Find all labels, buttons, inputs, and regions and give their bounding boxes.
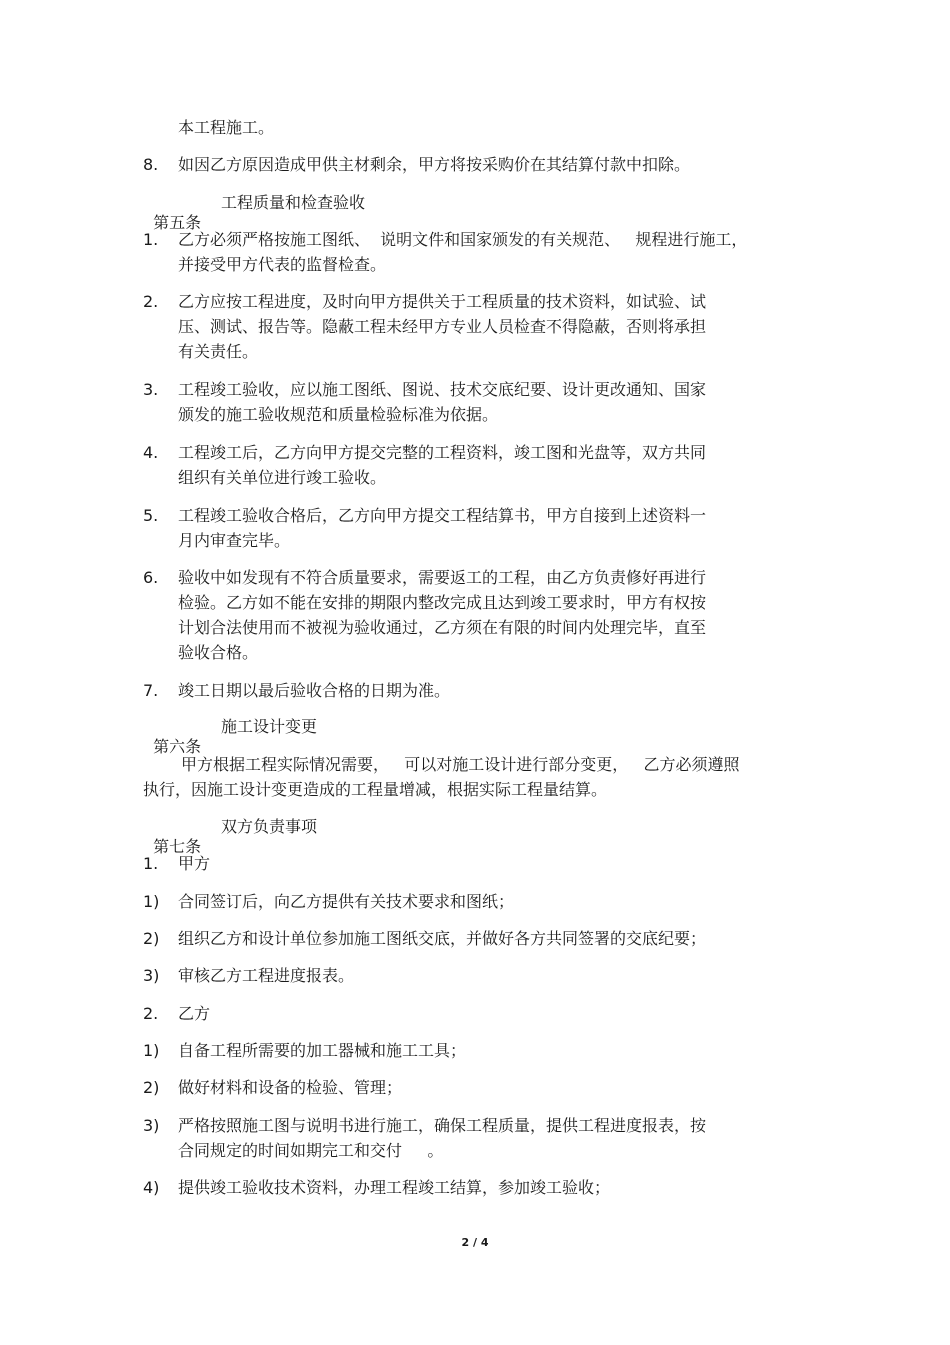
article-number: 第五条 bbox=[153, 213, 202, 232]
item-line: 乙方应按工程进度，及时向甲方提供关于工程质量的技术资料，如试验、试 bbox=[178, 292, 707, 311]
item-line: 组织有关单位进行竣工验收。 bbox=[178, 468, 387, 487]
item-number: 5. bbox=[143, 506, 159, 525]
article-title: 施工设计变更 bbox=[221, 717, 318, 736]
article-number: 第六条 bbox=[153, 737, 202, 756]
party-number: 2. bbox=[143, 1004, 159, 1023]
intro-continuation: 本工程施工。 bbox=[178, 118, 275, 137]
item-number: 4. bbox=[143, 443, 159, 462]
item-line: 月内审查完毕。 bbox=[178, 531, 291, 550]
party-label: 甲方 bbox=[178, 854, 211, 873]
subitem-number: 1) bbox=[143, 1041, 160, 1060]
item-number: 3. bbox=[143, 380, 159, 399]
subitem-text: 合同规定的时间如期完工和交付 。 bbox=[178, 1141, 444, 1160]
item-line: 工程竣工验收，应以施工图纸、图说、技术交底纪要、设计更改通知、国家 bbox=[178, 380, 707, 399]
item-line: 竣工日期以最后验收合格的日期为准。 bbox=[178, 681, 451, 700]
paragraph-line: 执行，因施工设计变更造成的工程量增减，根据实际工程量结算。 bbox=[143, 780, 608, 799]
item-line: 工程竣工验收合格后，乙方向甲方提交工程结算书，甲方自接到上述资料一 bbox=[178, 506, 707, 525]
article-number: 第七条 bbox=[153, 837, 202, 856]
subitem-number: 2) bbox=[143, 929, 160, 948]
paragraph-line: 甲方根据工程实际情况需要， 可以对施工设计进行部分变更， 乙方必须遵照 bbox=[181, 755, 740, 774]
subitem-number: 2) bbox=[143, 1078, 160, 1097]
subitem-text: 做好材料和设备的检验、管理； bbox=[178, 1078, 403, 1097]
article-title: 工程质量和检查验收 bbox=[221, 193, 366, 212]
item-line: 验收合格。 bbox=[178, 643, 259, 662]
item-line: 检验。乙方如不能在安排的期限内整改完成且达到竣工要求时，甲方有权按 bbox=[178, 593, 707, 612]
item-line: 工程竣工后，乙方向甲方提交完整的工程资料，竣工图和光盘等，双方共同 bbox=[178, 443, 707, 462]
party-number: 1. bbox=[143, 854, 159, 873]
item-text: 如因乙方原因造成甲供主材剩余，甲方将按采购价在其结算付款中扣除。 bbox=[178, 155, 691, 174]
subitem-text: 严格按照施工图与说明书进行施工，确保工程质量，提供工程进度报表，按 bbox=[178, 1116, 707, 1135]
item-line: 有关责任。 bbox=[178, 342, 259, 361]
subitem-text: 合同签订后，向乙方提供有关技术要求和图纸； bbox=[178, 892, 515, 911]
page-number: 2 / 4 bbox=[461, 1236, 489, 1249]
subitem-text: 自备工程所需要的加工器械和施工工具； bbox=[178, 1041, 467, 1060]
subitem-text: 组织乙方和设计单位参加施工图纸交底，并做好各方共同签署的交底纪要； bbox=[178, 929, 707, 948]
item-number: 7. bbox=[143, 681, 159, 700]
subitem-number: 3) bbox=[143, 966, 160, 985]
item-line: 颁发的施工验收规范和质量检验标准为依据。 bbox=[178, 405, 499, 424]
article-title: 双方负责事项 bbox=[221, 817, 318, 836]
item-line: 验收中如发现有不符合质量要求，需要返工的工程，由乙方负责修好再进行 bbox=[178, 568, 707, 587]
item-line: 并接受甲方代表的监督检查。 bbox=[178, 255, 387, 274]
item-number: 6. bbox=[143, 568, 159, 587]
item-line: 乙方必须严格按施工图纸、 说明文件和国家颁发的有关规范、 规程进行施工， bbox=[178, 230, 748, 249]
item-number: 1. bbox=[143, 230, 159, 249]
subitem-number: 4) bbox=[143, 1178, 160, 1197]
subitem-number: 3) bbox=[143, 1116, 160, 1135]
subitem-text: 提供竣工验收技术资料，办理工程竣工结算，参加竣工验收； bbox=[178, 1178, 611, 1197]
subitem-number: 1) bbox=[143, 892, 160, 911]
party-label: 乙方 bbox=[178, 1004, 211, 1023]
item-number: 8. bbox=[143, 155, 159, 174]
item-line: 压、测试、报告等。隐蔽工程未经甲方专业人员检查不得隐蔽，否则将承担 bbox=[178, 317, 707, 336]
item-line: 计划合法使用而不被视为验收通过，乙方须在有限的时间内处理完毕，直至 bbox=[178, 618, 707, 637]
subitem-text: 审核乙方工程进度报表。 bbox=[178, 966, 355, 985]
item-number: 2. bbox=[143, 292, 159, 311]
